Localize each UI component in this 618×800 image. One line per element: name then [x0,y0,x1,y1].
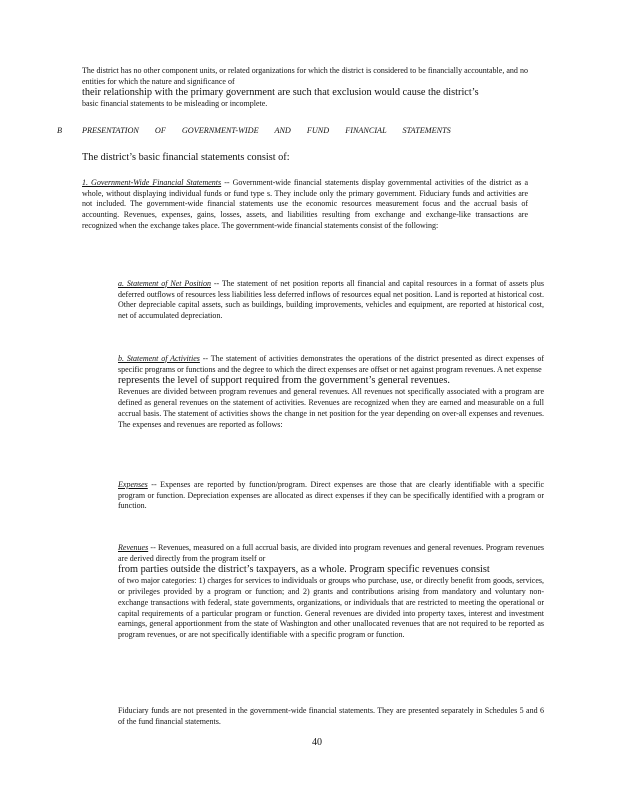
activities-paragraph [118,354,544,430]
expenses-paragraph [118,480,544,512]
intro-line-1: The district has no other component units, or related organizations for which the district is considered to be financially accountable, and no entities for which the nature and significance of [82,66,528,86]
expenses-label: Expenses [118,480,148,489]
intro-paragraph [82,66,528,110]
activities-label: b. Statement of Activities [118,354,200,363]
revenues-paragraph [118,543,544,641]
expenses-text: -- Expenses are reported by function/program. Direct expenses are those that are clearly identifiable with a specific program or function. Depreciation expenses are allocated as direct expenses if they can be specifically identified with a program or function. [118,480,544,511]
revenues-label: Revenues [118,543,149,552]
intro-line-3: basic financial statements to be misleading or incomplete. [82,99,268,109]
activities-text-2: represents the level of support required from the government’s general revenues. [118,375,450,387]
fiduciary-paragraph: Fiduciary funds are not presented in the government-wide financial statements. They are presented separately in Schedules 5 and 6 of the fund financial statements. [118,706,544,726]
consist-heading: The district’s basic financial statements consist of: [82,152,290,163]
net-position-text: -- The statement of net position reports all financial and capital resources in a format of assets plus deferred outflows of resources less liabilities less deferred inflows of resources equal net position. Land is reported at historical cost. Other depreciable capital assets, such as buildings, building improvements, vehicles and equipment, are reported at historical cost, net of accumulated depreciation. [118,279,545,321]
intro-line-2: their relationship with the primary government are such that exclusion would cause the district’s [82,87,479,99]
government-wide-paragraph [82,178,528,232]
revenues-text-1: -- Revenues, measured on a full accrual basis, are divided into program revenues and general revenues. Program revenues are derived directly from the program itself or [118,543,544,563]
section-title: PRESENTATION OF GOVERNMENT-WIDE AND FUND FINANCIAL STATEMENTS [82,126,451,135]
section-letter: B [57,126,63,135]
page-number: 40 [312,737,322,748]
activities-text-1: -- The statement of activities demonstrates the operations of the district presented as direct expenses of specific programs or functions and the degree to which the direct expenses are offset or net against program revenues. A net expense [118,354,545,374]
revenues-text-3: of two major categories: 1) charges for services to individuals or groups who purchase, use, or directly benefit from goods, services, or privileges provided by a program or function; and 2) grants and contributions arising from mandatory and voluntary non-exchange transactions with federal, state governments, organizations, or individuals that are restricted to meeting the operational or capital requirements of a particular program or function. General revenues are divided into property taxes, interest and investment earnings, general apportionment from the state of Washington and other unallocated revenues that are not required to be reported as program revenues, or are not specifically identifiable with a specific program or function. [118,576,544,639]
government-wide-text: -- Government-wide financial statements display governmental activities of the district as a whole, without displaying individual funds or fund type s. They include only the primary government. Fiduciary funds and activities are not included. The government-wide financial statements use the economic resources measurement focus and the accrual basis of accounting. Revenues, expenses, gains, losses, assets, and liabilities resulting from exchange and exchange-like transactions are recognized when the exchange takes place. The government-wide financial statements consist of the following: [82,178,528,230]
revenues-text-2: from parties outside the district’s taxpayers, as a whole. Program specific revenues consist [118,564,490,576]
activities-text-3: Revenues are divided between program revenues and general revenues. All revenues not specifically associated with a program are defined as general revenues on the statement of activities. Revenues are recognized when they are earned and measurable on a full accrual basis. The statement of activities shows the change in net position for the year depending on over-all expenses and revenues. The expenses and revenues are reported as follows: [118,387,544,429]
government-wide-label: 1. Government-Wide Financial Statements [82,178,222,187]
net-position-label: a. Statement of Net Position [118,279,211,288]
net-position-paragraph [118,279,544,322]
